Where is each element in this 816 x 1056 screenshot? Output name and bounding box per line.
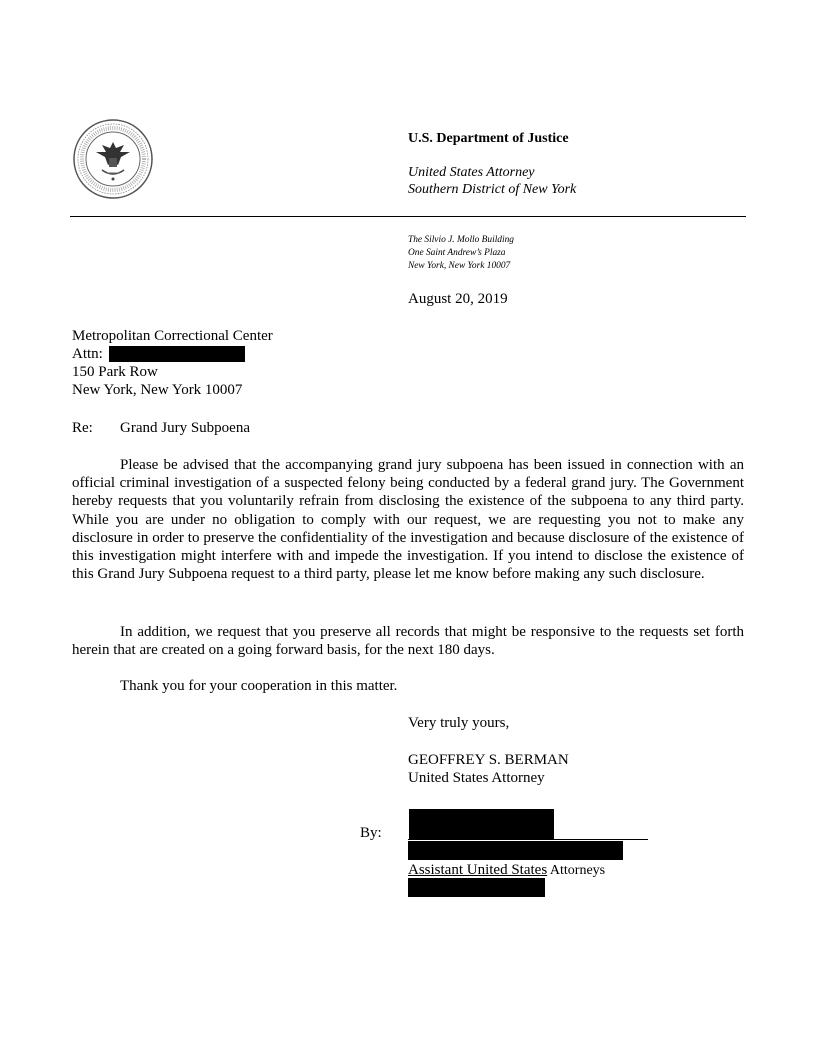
body-paragraph-2 [72, 623, 744, 659]
ausa-title-underlined: Assistant United States [408, 862, 548, 878]
body-paragraph-3 [72, 677, 744, 695]
paragraph-2-text: In addition, we request that you preserve all records that might be responsive to the requests set forth herein that are created on a going forward basis, for the next 180 days. [72, 624, 744, 659]
address-line-1: The Silvio J. Mollo Building [408, 235, 514, 245]
subject-text: Grand Jury Subpoena [120, 420, 250, 436]
recipient-name: Metropolitan Correctional Center [72, 328, 273, 344]
header-divider [70, 216, 746, 217]
redaction-attn [109, 346, 245, 362]
signature-line [408, 839, 648, 840]
attn-label: Attn: [72, 346, 103, 362]
body-paragraph-1 [72, 456, 744, 583]
paragraph-3-text: Thank you for your cooperation in this matter. [120, 678, 398, 694]
letter-date: August 20, 2019 [408, 291, 508, 307]
address-line-2: One Saint Andrew’s Plaza [408, 248, 506, 258]
redaction-signature [409, 809, 554, 839]
re-label: Re: [72, 420, 93, 436]
recipient-street: 150 Park Row [72, 364, 158, 380]
office-line-2: Southern District of New York [408, 182, 577, 197]
paragraph-1-text: Please be advised that the accompanying grand jury subpoena has been issued in connection with an official criminal investigation of a suspected felony being conducted by a federal grand jury. The Government hereby requests that you voluntarily refrain from disclosing the existence of the subpoena to any third party. While you are under no obligation to comply with our request, we are requesting you not to make any disclosure in order to preserve the confidentiality of the investigation and because disclosure of the existence of this investigation might interfere with and impede the investigation. If you intend to disclose the existence of this Grand Jury Subpoena request to a third party, please let me know before making any such disclosure. [72, 457, 744, 583]
closing-salutation: Very truly yours, [408, 715, 510, 731]
redaction-contact [408, 878, 545, 897]
department-name: U.S. Department of Justice [408, 131, 569, 146]
recipient-city: New York, New York 10007 [72, 382, 243, 398]
by-label: By: [360, 825, 382, 841]
doj-seal-icon [72, 118, 154, 200]
redaction-ausa-names [408, 841, 623, 860]
signer-title: United States Attorney [408, 770, 545, 786]
signer-name: GEOFFREY S. BERMAN [408, 752, 569, 768]
office-line-1: United States Attorney [408, 165, 535, 180]
address-line-3: New York, New York 10007 [408, 261, 511, 271]
recipient-attn [72, 345, 103, 363]
ausa-title-suffix: Attorneys [547, 863, 606, 878]
